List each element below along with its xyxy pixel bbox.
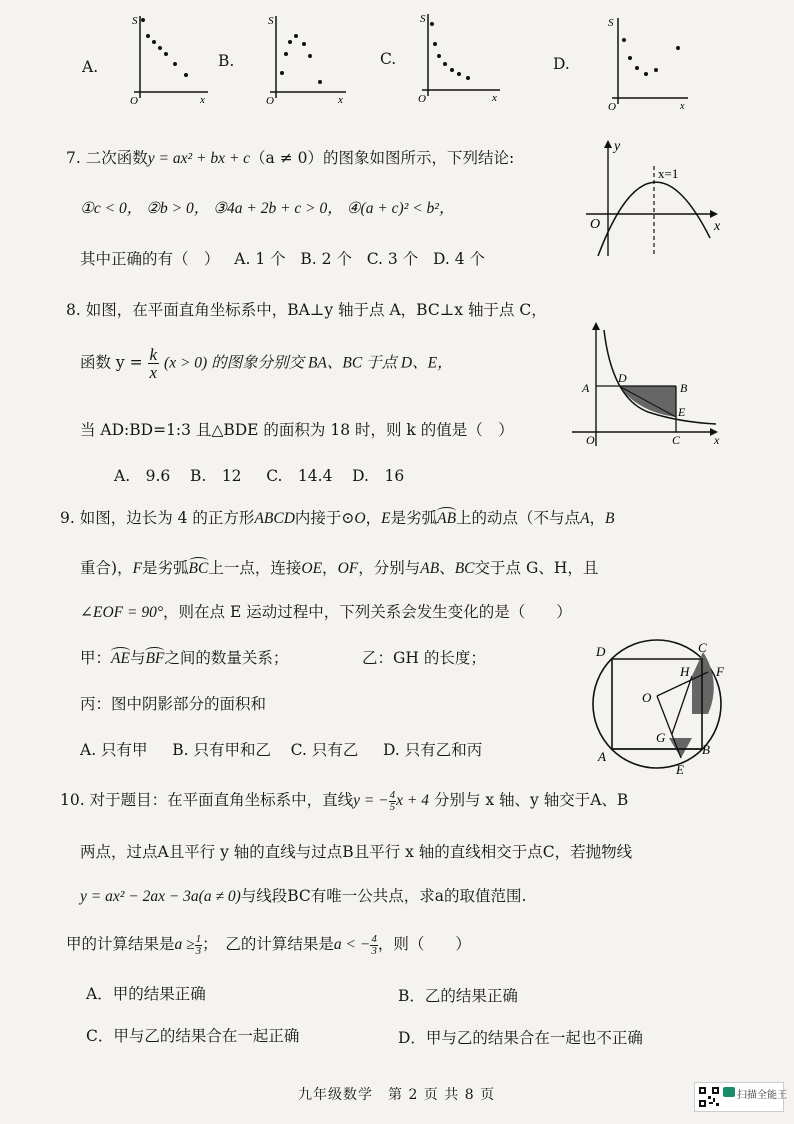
- q6-label-c: C.: [380, 50, 397, 68]
- svg-text:x: x: [200, 94, 205, 106]
- q8-line1: 8. 如图，在平面直角坐标系中，BA⊥y 轴于点 A，BC⊥x 轴于点 C，: [66, 301, 547, 319]
- svg-text:F: F: [716, 664, 724, 679]
- svg-text:x: x: [338, 94, 343, 106]
- svg-text:x: x: [492, 92, 497, 104]
- q8-options: A. 9.6 B. 12 C. 14.4 D. 16: [114, 467, 405, 485]
- q6-label-a: A.: [82, 58, 99, 76]
- q6-graph-b: [262, 8, 352, 108]
- svg-text:C: C: [672, 433, 681, 447]
- q6-graph-d: [604, 10, 694, 110]
- watermark-text: 扫描全能王: [737, 1090, 787, 1101]
- svg-text:B: B: [680, 381, 688, 395]
- q9-line2: 重合)，F是劣弧BC上一点，连接OE，OF，分别与AB、BC交于点 G、H，且: [80, 559, 599, 577]
- q7-stem: 7. 二次函数y = ax² + bx + c（a ≠ 0）的图象如图所示，下列结论:: [66, 149, 515, 167]
- svg-text:x: x: [714, 433, 720, 447]
- svg-text:O: O: [642, 690, 652, 705]
- q10-option-a: A．甲的结果正确: [86, 985, 206, 1003]
- svg-text:y: y: [614, 139, 621, 154]
- q10-results: 甲的计算结果是a ≥ $\frac{1}{3}$ ； 乙的计算结果是a < − $\frac{4}{3}$ ，则（ ）: [66, 932, 471, 957]
- svg-text:E: E: [676, 762, 684, 777]
- scanner-watermark: [694, 1082, 787, 1112]
- q9-yi: 乙：GH 的长度；: [362, 649, 486, 667]
- svg-text:x: x: [714, 219, 721, 234]
- q10-option-d: D．甲与乙的结果合在一起也不正确: [398, 1029, 643, 1047]
- q6-graph-c: [414, 6, 504, 106]
- svg-text:O: O: [608, 101, 616, 110]
- q6-label-d: D.: [553, 55, 570, 73]
- q9-bing: 丙：图中阴影部分的面积和: [80, 695, 267, 713]
- svg-text:E: E: [678, 405, 686, 419]
- q10-option-c: C．甲与乙的结果合在一起正确: [86, 1027, 300, 1045]
- q8-hyperbola-graph: [568, 318, 728, 448]
- svg-text:C: C: [698, 640, 707, 655]
- svg-text:B: B: [702, 742, 710, 757]
- qr-code-icon: [698, 1086, 720, 1108]
- svg-text:O: O: [266, 95, 274, 107]
- page-footer: 九年级数学 第 2 页 共 8 页: [298, 1087, 496, 1103]
- svg-text:A: A: [598, 749, 606, 764]
- svg-text:x=1: x=1: [658, 166, 679, 181]
- q9-circle-graph: [586, 630, 732, 780]
- svg-text:D: D: [618, 371, 627, 385]
- svg-text:S: S: [420, 13, 426, 25]
- svg-text:S: S: [268, 15, 274, 27]
- q7-conclusions: ①c < 0， ②b > 0， ③4a + 2b + c > 0， ④(a + c)² < b²，: [80, 200, 455, 217]
- q8-line3: 当 AD:BD=1:3 且△BDE 的面积为 18 时，则 k 的值是（ ）: [80, 421, 514, 439]
- q9-line1: 9. 如图，边长为 4 的正方形ABCD内接于⊙O，E是劣弧AB上的动点（不与点A，B: [60, 509, 615, 527]
- q9-line3: ∠EOF = 90°，则在点 E 运动过程中，下列关系会发生变化的是（ ）: [80, 603, 572, 621]
- svg-text:O: O: [590, 217, 601, 232]
- svg-text:H: H: [680, 664, 690, 679]
- q9-options: A. 只有甲 B. 只有甲和乙 C. 只有乙 D. 只有乙和丙: [80, 741, 483, 759]
- svg-text:D: D: [596, 644, 606, 659]
- q10-line3: y = ax² − 2ax − 3a(a ≠ 0)与线段BC有唯一公共点，求a的取值范围.: [80, 887, 527, 905]
- q10-line1: 10. 对于题目：在平面直角坐标系中，直线y = − $\frac{4}{5}$ x + 4 分别与 x 轴、y 轴交于A、B: [60, 788, 629, 813]
- q10-line2: 两点，过点A且平行 y 轴的直线与过点B且平行 x 轴的直线相交于点C，若抛物线: [80, 843, 633, 861]
- svg-text:O: O: [586, 433, 595, 447]
- svg-text:x: x: [680, 101, 685, 110]
- q6-label-b: B.: [218, 52, 235, 70]
- q8-line2: 函数 y = $\frac{k}{x}$ (x > 0) 的图象分别交 BA、BC 于点 D、E，: [80, 345, 453, 382]
- camscanner-logo-icon: [723, 1087, 735, 1097]
- q10-option-b: B．乙的结果正确: [398, 987, 518, 1005]
- svg-text:A: A: [582, 381, 590, 395]
- svg-text:G: G: [656, 730, 666, 745]
- q6-graph-a: [126, 8, 212, 108]
- svg-text:O: O: [130, 95, 138, 107]
- svg-text:S: S: [608, 17, 614, 29]
- svg-text:O: O: [418, 93, 426, 105]
- q7-parabola-graph: [582, 138, 728, 260]
- svg-text:S: S: [132, 15, 138, 27]
- q7-ask: 其中正确的有（ ） A. 1 个 B. 2 个 C. 3 个 D. 4 个: [80, 250, 486, 268]
- q9-jia: 甲：AE与BF之间的数量关系；: [80, 649, 289, 667]
